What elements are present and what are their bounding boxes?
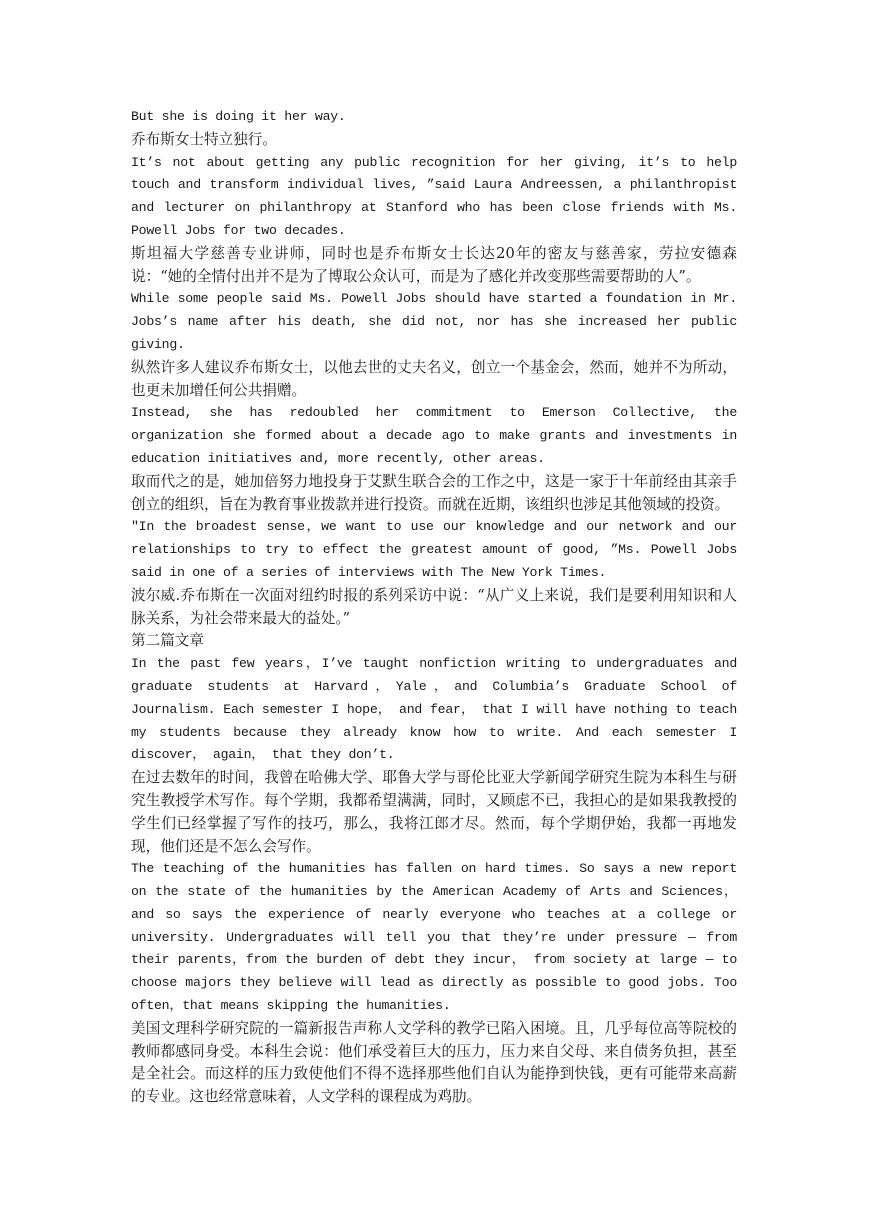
paragraph-en-4: Instead, she has redoubled her commitment to Emerson Collective, the organization she formed about a decade ago to make grants and investments in education initiatives and, more recently, other areas. (131, 405, 737, 466)
paragraph-zh-7: 美国文理科学研究院的一篇新报告声称人文学科的教学已陷入困境。且，几乎每位高等院校的教师都感同身受。本科生会说：他们承受着巨大的压力，压力来自父母、来自债务负担，甚至是全社会。而这样的压力致使他们不得不选择那些他们自认为能挣到快钱，更有可能带来高薪的专业。这也经常意味着，人文学科的课程成为鸡肋。 (131, 1019, 737, 1106)
paragraph-en-7: The teaching of the humanities has fallen on hard times. So says a new report on the state of the humanities by the American Academy of Arts and Sciences， and so says the experience of nearly everyone who teaches at a college or university. Undergraduates will tell you that they’re under pressure — from their parents，from the burden of debt they incur， from society at large — to choose majors they believe will lead as directly as possible to good jobs. Too often，that means skipping the humanities. (131, 861, 737, 1014)
paragraph-en-5: "In the broadest sense，we want to use our knowledge and our network and our relationships to try to effect the greatest amount of good, ”Ms. Powell Jobs said in one of a series of interviews with The New York Times. (131, 519, 737, 580)
paragraph-zh-5: 波尔威.乔布斯在一次面对纽约时报的系列采访中说：“从广义上来说，我们是要利用知识和人脉关系，为社会带来最大的益处。” (131, 586, 737, 627)
section-heading: 第二篇文章 (131, 632, 204, 650)
paragraph-zh-2: 斯坦福大学慈善专业讲师，同时也是乔布斯女士长达20年的密友与慈善家，劳拉安德森说：“她的全情付出并不是为了博取公众认可，而是为了感化并改变那些需要帮助的人”。 (131, 244, 737, 285)
paragraph-zh-6: 在过去数年的时间，我曾在哈佛大学、耶鲁大学与哥伦比亚大学新闻学研究生院为本科生与研究生教授学术写作。每个学期，我都希望满满，同时，又顾虑不已，我担心的是如果我教授的学生们已经掌握了写作的技巧，那么，我将江郎才尽。然而，每个学期伊始，我都一再地发现，他们还是不怎么会写作。 (131, 769, 737, 855)
paragraph-zh-3: 纵然许多人建议乔布斯女士，以他去世的丈夫名义，创立一个基金会，然而，她并不为所动，也更未加增任何公共捐赠。 (131, 358, 737, 399)
paragraph-en-1: But she is doing it her way. (131, 109, 346, 124)
paragraph-zh-4: 取而代之的是，她加倍努力地投身于艾默生联合会的工作之中，这是一家于十年前经由其亲手创立的组织，旨在为教育事业拨款并进行投资。而就在近期，该组织也涉足其他领域的投资。 (131, 472, 737, 513)
paragraph-zh-1: 乔布斯女士特立独行。 (131, 130, 277, 148)
paragraph-en-6: In the past few years，I’ve taught nonfiction writing to undergraduates and graduate students at Harvard，Yale，and Columbia’s Graduate School of Journalism. Each semester I hope， and fear， that I will have nothing to teach my students because they already know how to write. And each semester I discover， again， that they don’t. (131, 656, 737, 763)
paragraph-en-3: While some people said Ms. Powell Jobs should have started a foundation in Mr. Jobs’s name after his death, she did not, nor has she increased her public giving. (131, 291, 737, 352)
paragraph-en-2: It’s not about getting any public recognition for her giving, it’s to help touch and transform individual lives, ”said Laura Andreessen, a philanthropist and lecturer on philanthropy at Stanford who has been close friends with Ms. Powell Jobs for two decades. (131, 154, 737, 238)
document-page (131, 106, 737, 1109)
